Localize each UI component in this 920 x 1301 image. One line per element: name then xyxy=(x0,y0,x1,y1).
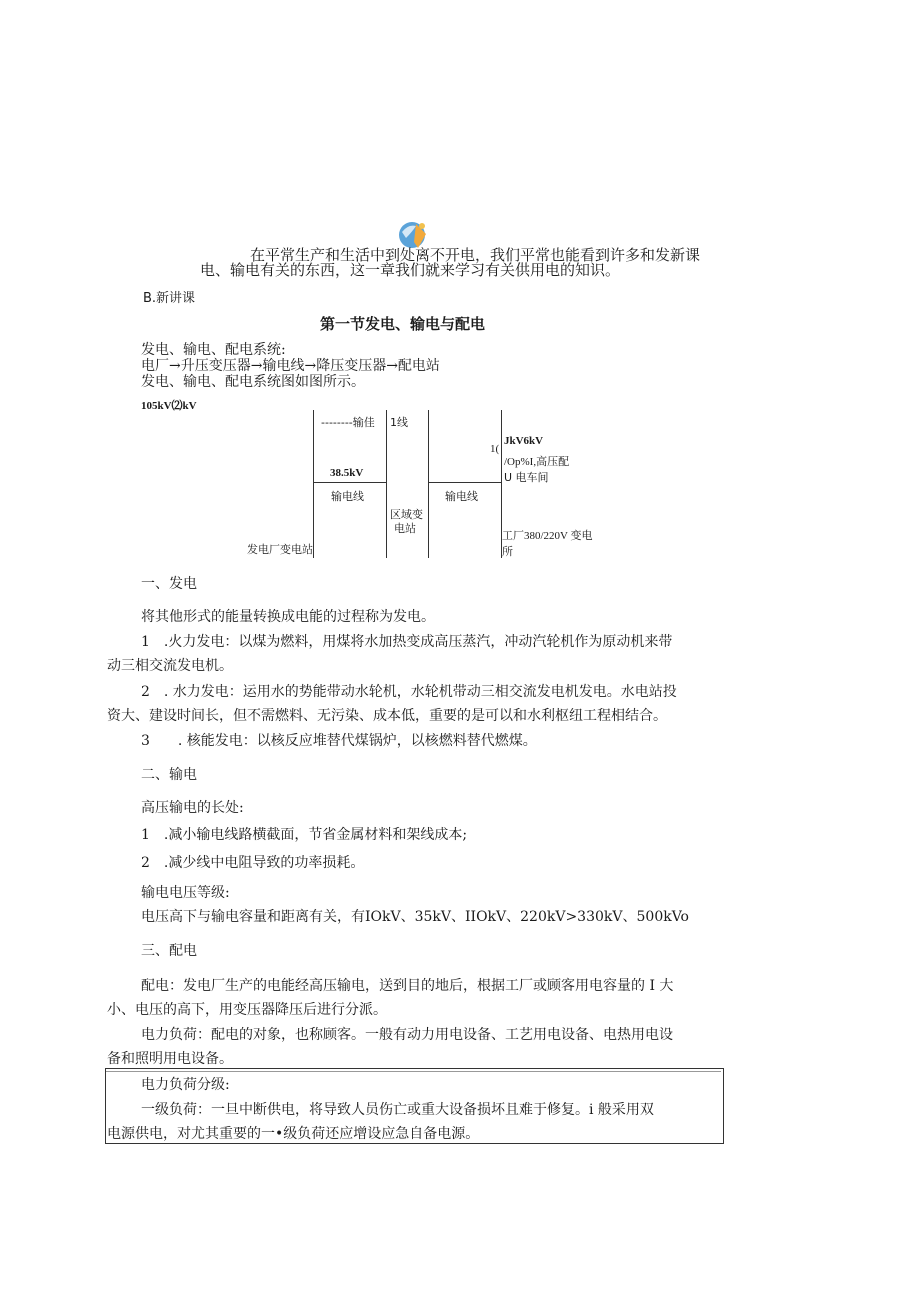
diagram-label-jk: JkV6kV xyxy=(504,435,544,447)
transmission-heading: 二、输电 xyxy=(141,767,197,783)
distribution-def-line2: 小、电压的高下，用变压器降压后进行分派。 xyxy=(107,1002,387,1018)
diagram-label-line-right: 输电线 xyxy=(445,490,478,503)
generation-item3: 3 . 核能发电：以核反应堆替代煤锅炉，以核燃料替代燃煤。 xyxy=(141,733,537,749)
diagram-regional-right-line xyxy=(428,410,429,558)
load-box-line2: 电源供电，对尤其重要的一•级负荷还应增设应急自备电源。 xyxy=(107,1126,480,1142)
transmission-levels-heading: 输电电压等级: xyxy=(141,885,230,901)
generation-item2-line1: 2 . 水力发电：运用水的势能带动水轮机，水轮机带动三相交流发电机发电。水电站投 xyxy=(141,684,677,700)
distribution-heading: 三、配电 xyxy=(141,943,197,959)
load-box-inner-rule xyxy=(106,1071,721,1072)
diagram-label-regional-2: 电站 xyxy=(394,522,416,535)
transmission-levels: 电压高下与输电容量和距离有关，有IOkV、35kV、IIOkV、220kV>330kV、500kVo xyxy=(141,909,689,925)
intro-line-2: 电、输电有关的东西，这一章我们就来学习有关供用电的知识。 xyxy=(200,261,621,279)
diagram-label-dashed: --------输佳 xyxy=(321,416,375,429)
generation-item1-line2: 动三相交流发电机。 xyxy=(107,658,233,674)
system-chain: 电厂→升压变压器→输电线→降压变压器→配电站 xyxy=(141,358,440,374)
load-box-line1: 一级负荷：一旦中断供电，将导致人员伤亡或重大设备损坏且难于修复。i 般采用双 xyxy=(141,1102,654,1118)
section-label-b: B.新讲课 xyxy=(143,291,196,306)
diagram-label-u: U 电车间 xyxy=(504,471,549,484)
generation-heading: 一、发电 xyxy=(141,576,197,592)
diagram-label-left-voltage: 105kV⑵kV xyxy=(141,400,197,412)
diagram-label-385: 38.5kV xyxy=(330,467,364,479)
distribution-def-line1: 配电：发电厂生产的电能经高压输电，送到目的地后，根据工厂或顾客用电容量的 I 大 xyxy=(141,978,674,994)
diagram-plant-line xyxy=(313,410,314,558)
diagram-label-factory-1: 工厂380/220V 变电 xyxy=(502,530,593,542)
diagram-left-bus xyxy=(313,482,386,483)
generation-item1-line1: 1 .火力发电：以煤为燃料，用煤将水加热变成高压蒸汽，冲动汽轮机作为原动机来带 xyxy=(141,634,673,650)
transmission-advantages-heading: 高压输电的长处: xyxy=(141,800,244,816)
transmission-adv2: 2 .减少线中电阻导致的功率损耗。 xyxy=(141,855,365,871)
diagram-right-bus xyxy=(428,482,501,483)
distribution-load-line1: 电力负荷：配电的对象，也称顾客。一般有动力用电设备、工艺用电设备、电热用电设 xyxy=(141,1027,673,1043)
generation-item2-line2: 资大、建设时间长，但不需燃料、无污染、成本低，重要的是可以和水利枢纽工程相结合。 xyxy=(107,708,667,724)
diagram-label-regional-1: 区域变 xyxy=(390,508,423,521)
diagram-label-plant: 发电厂变电站 xyxy=(247,543,313,556)
diagram-label-factory-2: 所 xyxy=(502,545,513,558)
diagram-label-op: /Op%I,高压配 xyxy=(504,456,570,468)
section-title: 第一节发电、输电与配电 xyxy=(320,315,486,333)
system-heading: 发电、输电、配电系统: xyxy=(141,342,286,358)
figure-caption: 发电、输电、配电系统图如图所示。 xyxy=(141,374,365,390)
generation-definition: 将其他形式的能量转换成电能的过程称为发电。 xyxy=(141,609,435,625)
intro-line-1: 在平常生产和生活中到处离不开电，我们平常也能看到许多和发新课 xyxy=(250,246,701,264)
diagram-label-1paren: 1( xyxy=(490,443,500,455)
diagram-regional-left-line xyxy=(386,410,387,558)
transmission-adv1: 1 .减小输电线路横截面，节省金属材料和架线成本; xyxy=(141,827,468,843)
diagram-label-1line: 1线 xyxy=(390,416,408,429)
distribution-load-line2: 备和照明用电设备。 xyxy=(107,1051,233,1067)
diagram-label-line-left: 输电线 xyxy=(331,490,364,503)
load-box-heading: 电力负荷分级: xyxy=(141,1077,230,1093)
